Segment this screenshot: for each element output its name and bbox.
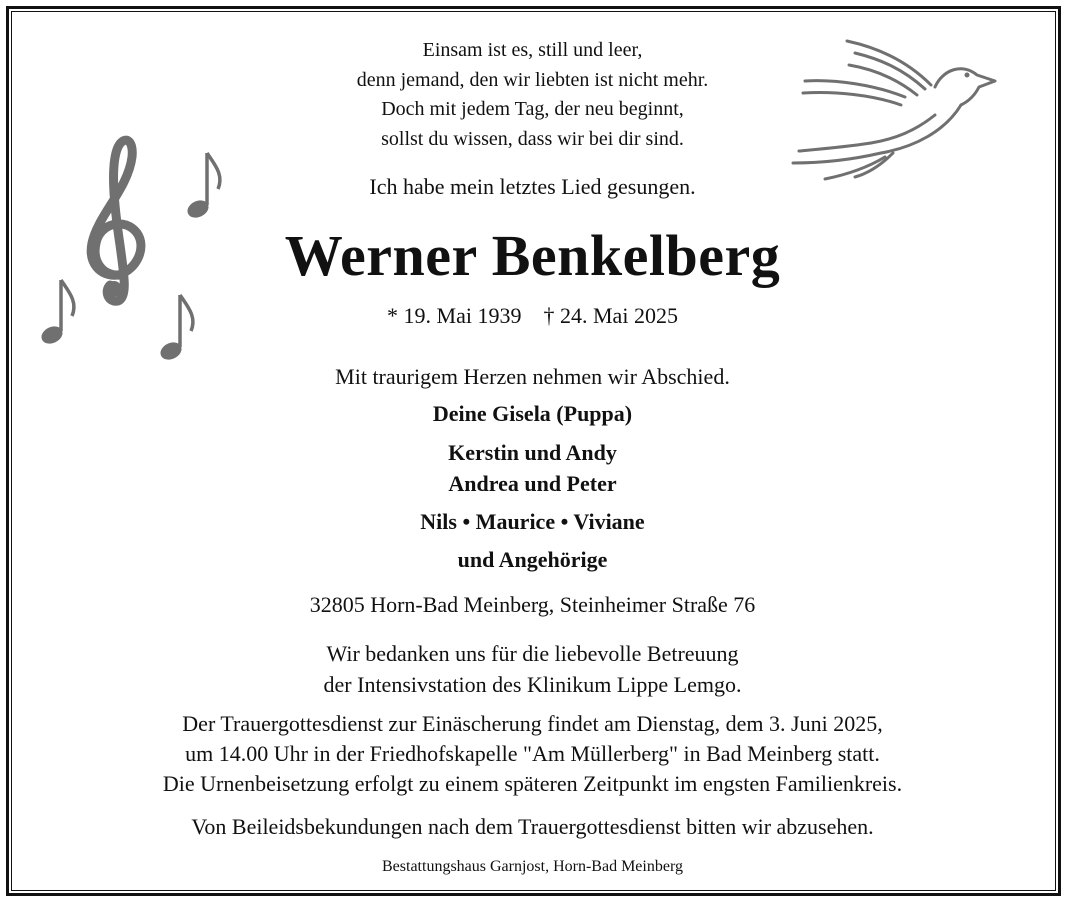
thanks-block [0, 638, 1065, 700]
thanks-line: Wir bedanken uns für die liebevolle Betreuung [326, 641, 739, 666]
family-line: Kerstin und Andy [448, 440, 617, 465]
service-line: um 14.00 Uhr in der Friedhofskapelle "Am Müllerberg" in Bad Meinberg statt. [185, 741, 880, 766]
undertaker: Bestattungshaus Garnjost, Horn-Bad Meinberg [382, 858, 683, 875]
poem-line: denn jemand, den wir liebten ist nicht mehr. [356, 68, 709, 91]
service-block [0, 709, 1065, 799]
poem-line: Doch mit jedem Tag, der neu beginnt, [381, 98, 684, 120]
service-line: Der Trauergottesdienst zur Einäscherung findet am Dienstag, dem 3. Juni 2025, [182, 711, 883, 736]
poem-line: Einsam ist es, still und leer, [422, 39, 643, 61]
condolence-note: Von Beileidsbekundungen nach dem Trauergottesdienst bitten wir abzusehen. [191, 814, 874, 839]
farewell-line: Mit traurigem Herzen nehmen wir Abschied. [335, 364, 730, 389]
poem-line: sollst du wissen, dass wir bei dir sind. [381, 127, 684, 150]
family-line: Deine Gisela (Puppa) [432, 401, 633, 426]
poem [0, 36, 1065, 154]
address: 32805 Horn-Bad Meinberg, Steinheimer Straße 76 [309, 592, 756, 617]
family-line: Andrea und Peter [448, 471, 617, 496]
service-line: Die Urnenbeisetzung erfolgt zu einem späteren Zeitpunkt im engsten Familienkreis. [162, 771, 903, 796]
family-line: und Angehörige [457, 547, 608, 572]
thanks-line: der Intensivstation des Klinikum Lippe Lemgo. [323, 672, 742, 697]
life-dates [0, 303, 1065, 329]
last-song-line: Ich habe mein letztes Lied gesungen. [369, 174, 696, 199]
birth-date: * 19. Mai 1939 [387, 303, 522, 328]
deceased-name: Werner Benkelberg [284, 223, 781, 288]
family-line: Nils • Maurice • Viviane [420, 509, 645, 534]
death-date: † 24. Mai 2025 [543, 303, 678, 328]
